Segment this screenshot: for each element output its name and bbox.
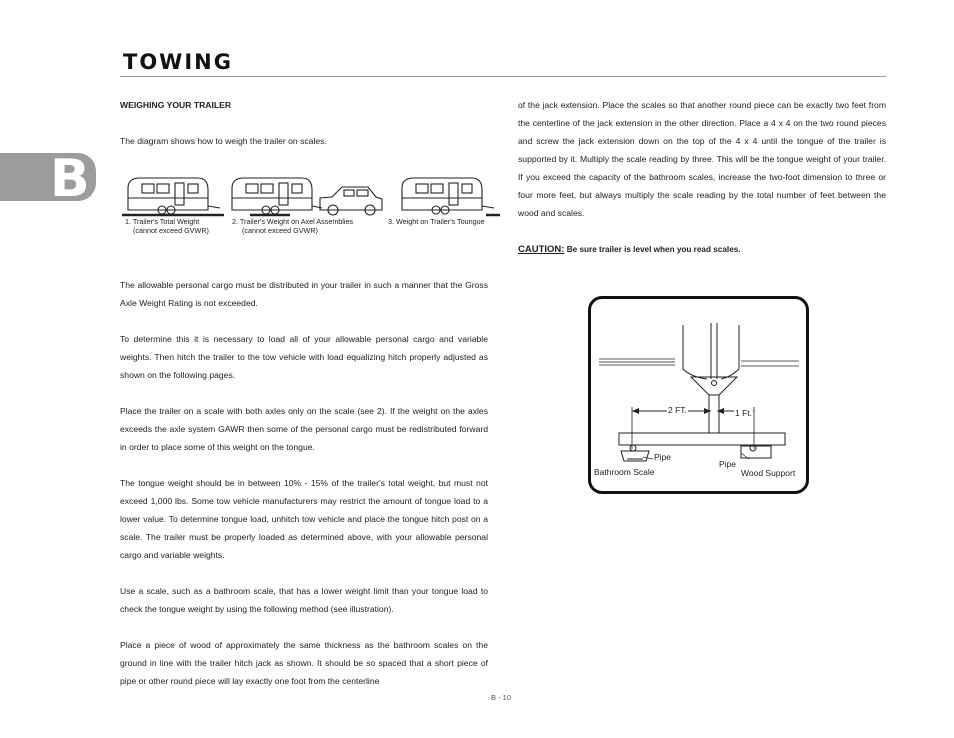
intro-paragraph: The diagram shows how to weigh the trailer on scales. (120, 136, 327, 146)
dim-1ft-label: 1 Ft. (735, 408, 753, 418)
bathroom-scale-label: Bathroom Scale (594, 467, 655, 477)
trailers-svg (120, 170, 500, 220)
paragraph-1: The allowable personal cargo must be distributed in your trailer in such a manner that the Gross Axle Weight Rating is not exceeded. (120, 280, 488, 308)
right-column (518, 96, 886, 259)
caption-3: 3. Weight on Trailer's Toungue (388, 217, 485, 226)
caption-2: 2. Trailer's Weight on Axel Assemblies (cannot exceed GVWR) (232, 217, 354, 235)
page-number: B - 10 (491, 693, 512, 702)
section-tab (0, 149, 96, 209)
section-heading: WEIGHING YOUR TRAILER (120, 100, 232, 110)
wood-support-label: Wood Support (741, 468, 796, 478)
trailer-3-drawing (402, 178, 500, 215)
section-letter: B (50, 149, 90, 209)
page-title: TOWING (123, 50, 233, 74)
trailer-weighing-illustration (120, 170, 500, 240)
tongue-weight-diagram (588, 296, 809, 494)
paragraph-4: The tongue weight should be in between 10% - 15% of the trailer's total weight, but must not exceed 1,000 lbs. Some tow vehicle manufacturers may restrict the amount of tongue load to a lower value. To determine tongue load, unhitch tow vehicle and place the tongue hitch post on a scale. The trailer must be properly loaded as determined above, with your allowable personal cargo and variable weights. (120, 478, 488, 560)
caution-note (518, 240, 886, 259)
trailer-1-drawing (122, 178, 224, 215)
diagram-svg (591, 299, 806, 491)
paragraph-5: Use a scale, such as a bathroom scale, that has a lower weight limit than your tongue load to check the tongue weight by using the following method (see illustration). (120, 586, 488, 614)
dim-2ft-label: 2 FT. (668, 405, 687, 415)
title-rule (120, 76, 886, 77)
trailer-2-drawing (232, 178, 382, 215)
paragraph-3: Place the trailer on a scale with both axles only on the scale (see 2). If the weight on the axles exceeds the axle system GAWR then some of the personal cargo must be redistributed forward in order to place some of this weight on the tongue. (120, 406, 488, 452)
pipe-right-label: Pipe (719, 459, 737, 469)
paragraph-2: To determine this it is necessary to load all of your allowable personal cargo and variable weights. Then hitch the trailer to the tow vehicle with load equalizing hitch properly adjusted as shown on the following pages. (120, 334, 488, 380)
pipe-left-label: Pipe (654, 452, 672, 462)
caption-1: 1. Trailer's Total Weight (cannot exceed GVWR) (125, 217, 209, 235)
caution-label: CAUTION: (518, 244, 565, 255)
paragraph-6: Place a piece of wood of approximately the same thickness as the bathroom scales on the ground in line with the trailer hitch jack as shown. It should be so spaced that a short piece of pipe or other round piece will lay exactly one foot from the centerline (120, 640, 488, 686)
caution-text: Be sure trailer is level when you read scales. (564, 245, 741, 254)
continued-paragraph: of the jack extension. Place the scales so that another round piece can be exactly two feet from the centerline of the jack extension in the other direction. Place a 4 x 4 on the two round pieces and screw the jack extension down on the top of the 4 x 4 until the tongue of the trailer is supported by it. Multiply the scale reading by three. This will be the tongue weight of your trailer. If you exceed the capacity of the bathroom scales, increase the two-foot dimension to three or four more feet, but always multiply the scale reading by the total number of feet between the wood and scales. (518, 100, 886, 218)
